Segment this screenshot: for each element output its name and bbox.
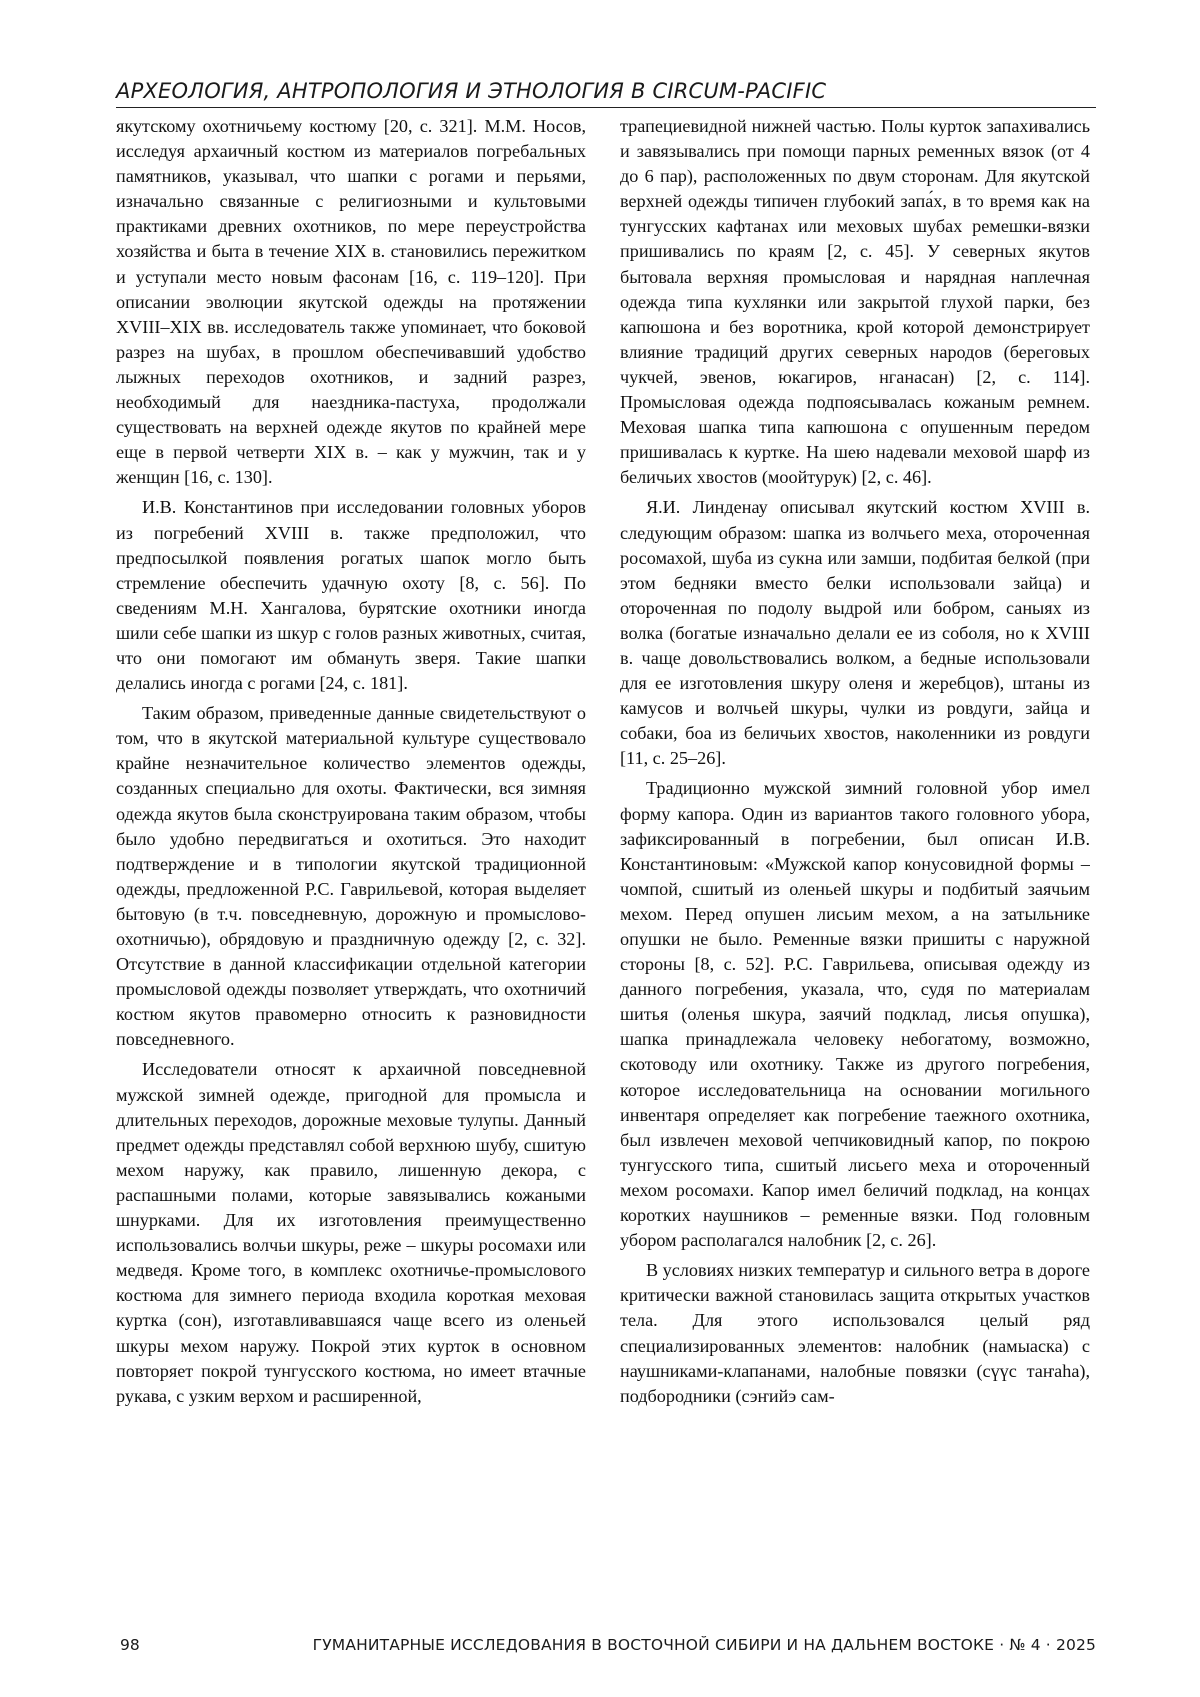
left-column	[116, 114, 586, 1589]
paragraph: В условиях низких температур и сильного ветра в дороге критически важной становилась защита открытых участков тела. Для этого использовался целый ряд специализированных элементов: налобник (намыаска) с наушниками-клапанами, налобные повязки (сүүс таҥаһа), подбородники (сэҥийэ сам-	[620, 1260, 1090, 1406]
page-footer	[116, 1636, 1096, 1660]
journal-section-title: АРХЕОЛОГИЯ, АНТРОПОЛОГИЯ И ЭТНОЛОГИЯ В CIRCUM-PACIFIC	[116, 79, 827, 103]
paragraph: И.В. Константинов при исследовании головных уборов из погребений XVIII в. также предположил, что предпосылкой появления рогатых шапок могло быть стремление обеспечить удачную охоту [8, с. 56]. По сведениям М.Н. Хангалова, бурятские охотники иногда шили себе шапки из шкур с голов разных животных, считая, что они помогают им обмануть зверя. Такие шапки делались иногда с рогами [24, с. 181].	[116, 497, 586, 694]
paragraph: якутскому охотничьему костюму [20, с. 321]. М.М. Носов, исследуя архаичный костюм из материалов погребальных памятников, указывал, что шапки с рогами и перьями, изначально связанные с религиозными и культовыми практиками древних охотников, по мере переустройства хозяйства и быта в течение XIX в. становились пережитком и уступали место новым фасонам [16, с. 119–120]. При описании эволюции якутской одежды на протяжении XVIII–XIX вв. исследователь также упоминает, что боковой разрез на шубах, в прошлом обеспечивавший удобство лыжных переходов охотников, и задний разрез, необходимый для наездника-пастуха, продолжали существовать на верхней одежде якутов по крайней мере еще в первой четверти XIX в. – как у мужчин, так и у женщин [16, с. 130].	[116, 116, 586, 488]
paragraph: Таким образом, приведенные данные свидетельствуют о том, что в якутской материальной культуре существовало крайне незначительное количество элементов одежды, созданных специально для охоты. Фактически, вся зимняя одежда якутов была сконструирована таким образом, чтобы было удобно передвигаться и охотиться. Это находит подтверждение и в типологии якутской традиционной одежды, предложенной Р.С. Гаврильевой, которая выделяет бытовую (в т.ч. повседневную, дорожную и промыслово-охотничью), обрядовую и праздничную одежду [2, с. 32]. Отсутствие в данной классификации отдельной категории промысловой одежды позволяет утверждать, что охотничий костюм якутов правомерно относить к разновидности повседневного.	[116, 703, 586, 1050]
paragraph: трапециевидной нижней частью. Полы курток запахивались и завязывались при помощи парных ременных вязок (от 4 до 6 пар), расположенных по двум сторонам. Для якутской верхней одежды типичен глубокий запа́х, в то время как на тунгусских кафтанах или меховых шубах ремешки-вязки пришивались по краям [2, с. 45]. У северных якутов бытовала верхняя промысловая и нарядная наплечная одежда типа кухлянки или закрытой глухой парки, без капюшона и без воротника, крой которой демонстрирует влияние традиций других северных народов (береговых чукчей, эвенов, юкагиров, нганасан) [2, с. 114]. Промысловая одежда подпоясывалась кожаным ремнем. Меховая шапка типа капюшона с опушенным передом пришивалась к куртке. На шею надевали меховой шарф из беличьих хвостов (моойтурук) [2, с. 46].	[620, 116, 1090, 488]
right-column	[620, 114, 1090, 1589]
paragraph: Я.И. Линденау описывал якутский костюм XVIII в. следующим образом: шапка из волчьего меха, отороченная росомахой, шуба из сукна или замши, подбитая белкой (при этом бедняки вместо белки использовали зайца) и отороченная по подолу выдрой или бобром, саныях из волка (богатые изначально делали ее из соболя, но к XVIII в. чаще довольствовались волком, а бедные использовали для ее изготовления шкуру оленя и жеребцов), штаны из камусов и волчьей шкуры, чулки из ровдуги, зайца и собаки, боа из беличьих хвостов, наколенники из ровдуги [11, с. 25–26].	[620, 497, 1090, 769]
running-header	[116, 72, 1096, 108]
page-number: 98	[120, 1636, 140, 1654]
article-body	[116, 114, 1096, 1589]
paragraph: Исследователи относят к архаичной повседневной мужской зимней одежде, пригодной для промысла и длительных переходов, дорожные меховые тулупы. Данный предмет одежды представлял собой верхнюю шубу, сшитую мехом наружу, как правило, лишенную декора, с распашными полами, которые завязывались кожаными шнурками. Для их изготовления преимущественно использовались волчьи шкуры, реже – шкуры росомахи или медведя. Кроме того, в комплекс охотничье-промыслового костюма для зимнего периода входила короткая меховая куртка (сон), изготавливавшаяся чаще всего из оленьей шкуры мехом наружу. Покрой этих курток в основном повторяет покрой тунгусского костюма, но имеет втачные рукава, с узким верхом и расширенной,	[116, 1059, 586, 1406]
paragraph: Традиционно мужской зимний головной убор имел форму капора. Один из вариантов такого головного убора, зафиксированный в погребении, был описан И.В. Константиновым: «Мужской капор конусовидной формы – чомпой, сшитый из оленьей шкуры и подбитый заячьим мехом. Перед опушен лисьим мехом, а на затыльнике опушки не было. Ременные вязки пришиты с наружной стороны [8, с. 52]. Р.С. Гаврильева, описывая одежду из данного погребения, указала, что, судя по материалам шитья (оленья шкура, заячий подклад, лисья опушка), шапка принадлежала человеку небогатому, возможно, скотоводу или охотнику. Также из другого погребения, которое исследовательница на основании могильного инвентаря определяет как погребение таежного охотника, был извлечен меховой чепчиковидный капор, по покрою тунгусского типа, сшитый лисьего меха и отороченный мехом росомахи. Капор имел беличий подклад, на концах коротких наушников – ременные вязки. Под головным убором располагался налобник [2, с. 26].	[620, 778, 1090, 1251]
journal-name: ГУМАНИТАРНЫЕ ИССЛЕДОВАНИЯ В ВОСТОЧНОЙ СИБИРИ И НА ДАЛЬНЕМ ВОСТОКЕ · № 4 · 2025	[312, 1636, 1096, 1654]
